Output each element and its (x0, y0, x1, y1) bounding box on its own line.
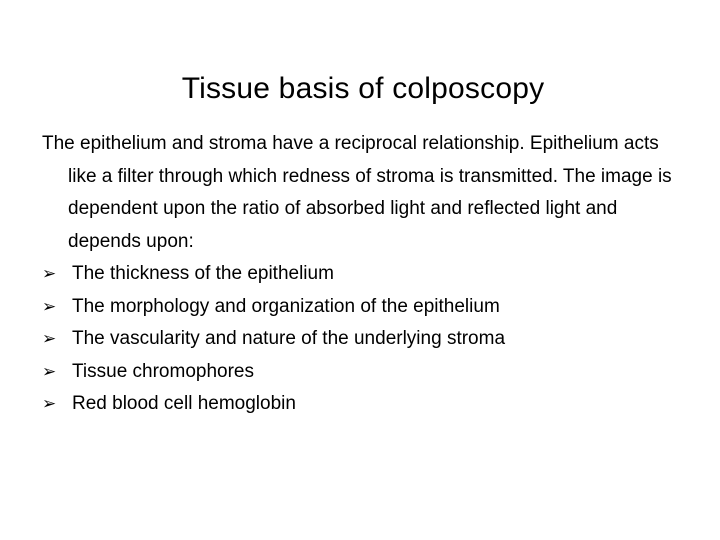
arrowhead-bullet-icon: ➢ (42, 361, 57, 382)
bullet-text: The morphology and organization of the epithelium (72, 295, 500, 317)
bullet-item (42, 291, 682, 324)
bullet-item (42, 356, 682, 389)
arrowhead-bullet-icon: ➢ (42, 394, 57, 414)
arrowhead-bullet-icon: ➢ (42, 329, 57, 349)
bullet-item (42, 323, 682, 356)
bullet-text: The vascularity and nature of the underlying stroma (72, 328, 506, 349)
intro-paragraph: The epithelium and stroma have a reciprocal relationship. Epithelium acts like a filter through which redness of stroma is transmitted. The image is dependent upon the ratio of absorbed light and reflected light and depends upon: (42, 133, 672, 252)
bullet-text: Red blood cell hemoglobin (72, 393, 296, 414)
bullet-list (42, 258, 682, 421)
arrowhead-bullet-icon: ➢ (42, 264, 57, 284)
slide-title: Tissue basis of colposcopy (181, 72, 545, 105)
arrowhead-bullet-icon: ➢ (42, 296, 57, 317)
bullet-text: Tissue chromophores (72, 360, 254, 382)
bullet-item (42, 388, 682, 421)
bullet-item (42, 258, 682, 291)
slide-body (42, 128, 682, 421)
bullet-text: The thickness of the epithelium (72, 263, 334, 284)
